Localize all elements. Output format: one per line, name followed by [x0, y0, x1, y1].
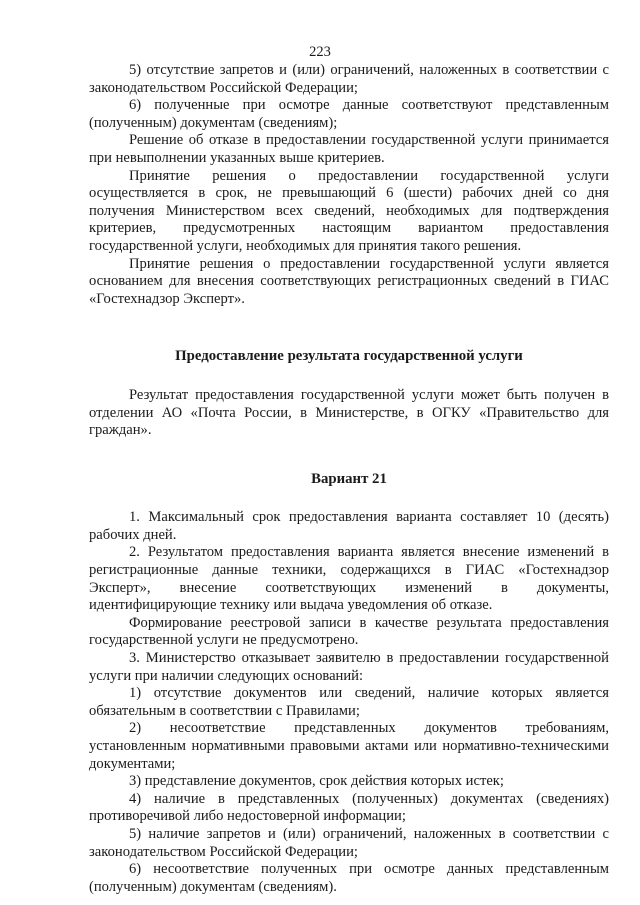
list-item-ground-1: 1) отсутствие документов или сведений, наличие которых является обязательным в соответствии с Правилами; — [89, 685, 609, 719]
page-body — [89, 62, 609, 896]
variant-heading: Вариант 21 — [311, 470, 387, 487]
list-item-ground-6: 6) несоответствие полученных при осмотре данных представленным (полученным) документам (сведениям). — [89, 861, 609, 895]
paragraph-item-6: 6) полученные при осмотре данные соответствуют представленным (полученным) документам (сведениям); — [89, 97, 609, 131]
paragraph-decision-basis: Принятие решения о предоставлении государственной услуги является основанием для внесения соответствующих регистрационных сведений в ГИАС «Гостехнадзор Эксперт». — [89, 255, 609, 307]
list-item-ground-2: 2) несоответствие представленных документов требованиям, установленным нормативными правовыми актами или нормативно-техническими документами; — [89, 720, 609, 772]
paragraph-variant-result: 2. Результатом предоставления варианта является внесение изменений в регистрационные данные техники, содержащихся в ГИАС «Гостехнадзор Эксперт», внесение соответствующих изменений в документы, идентифицирующие технику или выдача уведомления об отказе. — [89, 544, 609, 614]
paragraph-variant-term: 1. Максимальный срок предоставления варианта составляет 10 (десять) рабочих дней. — [89, 509, 609, 543]
list-item-ground-3: 3) представление документов, срок действия которых истек; — [129, 773, 504, 790]
page-number: 223 — [309, 44, 331, 60]
result-section-heading: Предоставление результата государственной услуги — [175, 348, 523, 365]
paragraph-item-5: 5) отсутствие запретов и (или) ограничений, наложенных в соответствии с законодательством Российской Федерации; — [89, 62, 609, 96]
paragraph-decision-deadline: Принятие решения о предоставлении государственной услуги осуществляется в срок, не превышающий 6 (шести) рабочих дней со дня получения Министерством всех сведений, необходимых для подтверждения критериев, предусмотренных настоящим вариантом предоставления государственной услуги, необходимых для принятия такого решения. — [89, 167, 609, 254]
list-item-ground-5: 5) наличие запретов и (или) ограничений, наложенных в соответствии с законодательством Российской Федерации; — [89, 825, 609, 860]
list-item-ground-4: 4) наличие в представленных (полученных) документах (сведениях) противоречивой либо недостоверной информации; — [89, 790, 609, 825]
paragraph-refusal-decision: Решение об отказе в предоставлении государственной услуги принимается при невыполнении указанных выше критериев. — [89, 132, 609, 166]
paragraph-result-delivery: Результат предоставления государственной услуги может быть получен в отделении АО «Почта России, в Министерстве, в ОГКУ «Правительство для граждан». — [89, 386, 609, 439]
paragraph-refusal-grounds: 3. Министерство отказывает заявителю в предоставлении государственной услуги при наличии следующих оснований: — [89, 650, 609, 684]
paragraph-registry-record: Формирование реестровой записи в качестве результата предоставления государственной услуги не предусмотрено. — [89, 614, 609, 649]
